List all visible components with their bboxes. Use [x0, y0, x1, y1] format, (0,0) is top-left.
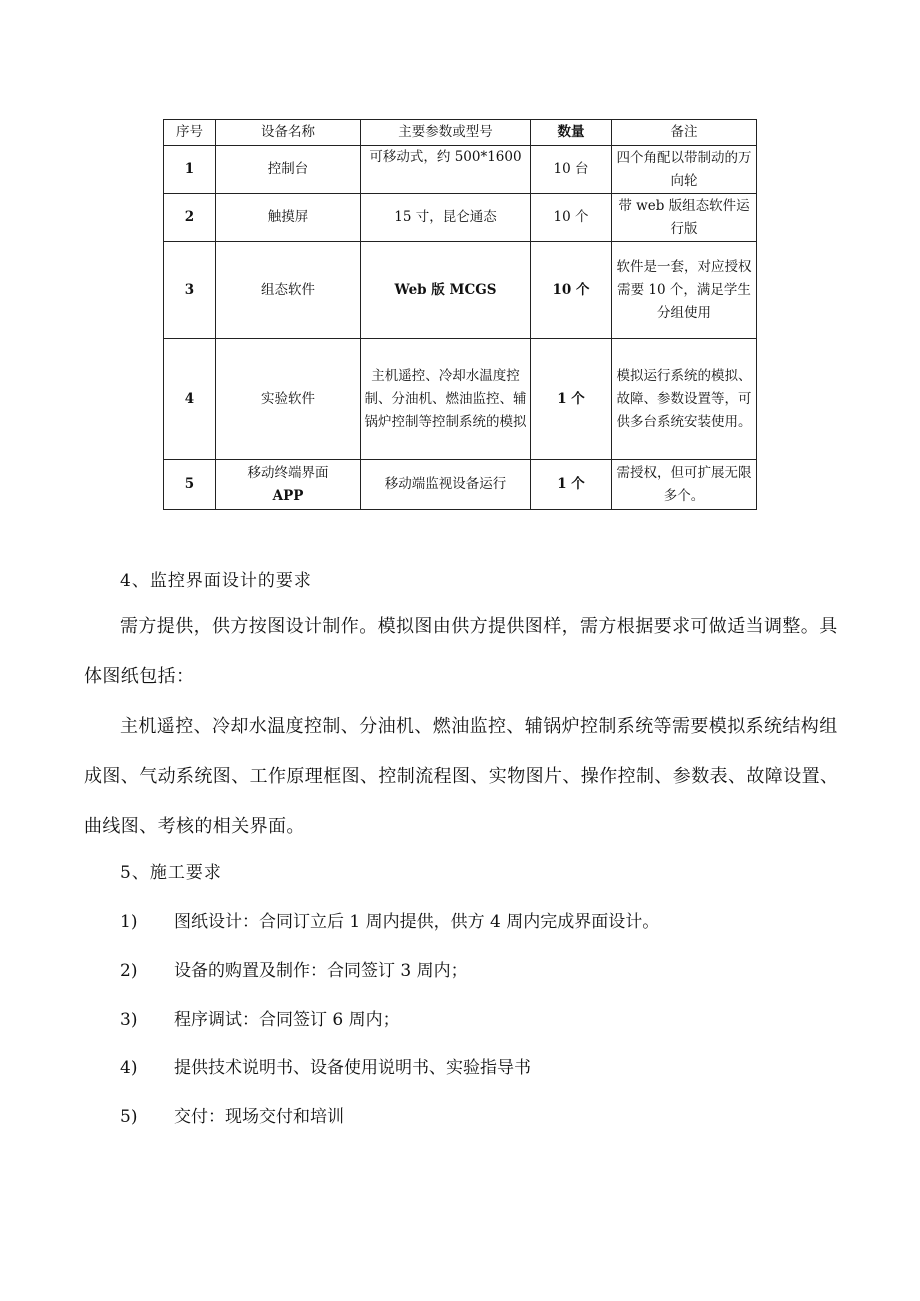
cell-qty: 10 个: [531, 194, 612, 242]
cell-name: 控制台: [216, 146, 361, 194]
list-item-text: 设备的购置及制作：合同签订 3 周内；: [174, 961, 468, 981]
list-item: [120, 1053, 531, 1078]
cell-no: 5: [164, 460, 216, 510]
cell-params: 可移动式，约 500*1600: [361, 146, 531, 194]
list-item-number: 2): [120, 961, 138, 981]
list-item-number: 3): [120, 1010, 138, 1030]
cell-note: 需授权，但可扩展无限多个。: [612, 460, 757, 510]
cell-params: 15 寸，昆仑通态: [361, 194, 531, 242]
table-header-row: [164, 120, 757, 146]
list-item-text: 提供技术说明书、设备使用说明书、实验指导书: [174, 1058, 531, 1078]
cell-params: 主机遥控、冷却水温度控制、分油机、燃油监控、辅锅炉控制等控制系统的模拟: [361, 339, 531, 460]
cell-name: 触摸屏: [216, 194, 361, 242]
cell-note: 四个角配以带制动的万向轮: [612, 146, 757, 194]
list-item-number: 4): [120, 1058, 138, 1078]
table-row: [164, 146, 757, 194]
table-row: [164, 194, 757, 242]
header-no: 序号: [164, 120, 216, 146]
list-item-text: 程序调试：合同签订 6 周内；: [174, 1010, 400, 1030]
section4-heading: 4、监控界面设计的要求: [120, 571, 312, 591]
header-name: 设备名称: [216, 120, 361, 146]
cell-qty: 1 个: [531, 339, 612, 460]
table-row: [164, 460, 757, 510]
cell-qty: 1 个: [531, 460, 612, 510]
section4-paragraph-1: 需方提供，供方按图设计制作。模拟图由供方提供图样，需方根据要求可做适当调整。具体图纸包括：: [84, 616, 838, 687]
header-params: 主要参数或型号: [361, 120, 531, 146]
list-item-number: 5): [120, 1107, 138, 1127]
table-row: [164, 242, 757, 339]
cell-params: Web 版 MCGS: [361, 242, 531, 339]
table-row: [164, 339, 757, 460]
section5-heading: 5、施工要求: [120, 863, 222, 883]
cell-name: 组态软件: [216, 242, 361, 339]
cell-qty: 10 个: [531, 242, 612, 339]
section4-paragraph-2: 主机遥控、冷却水温度控制、分油机、燃油监控、辅锅炉控制系统等需要模拟系统结构组成图、气动系统图、工作原理框图、控制流程图、实物图片、操作控制、参数表、故障设置、曲线图、考核的相关界面。: [84, 716, 839, 837]
list-item: [120, 1005, 400, 1030]
cell-name-line2: APP: [272, 487, 304, 504]
cell-params: 移动端监视设备运行: [361, 460, 531, 510]
cell-name: 实验软件: [216, 339, 361, 460]
header-note: 备注: [612, 120, 757, 146]
list-item-text: 交付：现场交付和培训: [174, 1107, 344, 1127]
list-item-number: 1): [120, 912, 138, 932]
header-qty: 数量: [531, 120, 612, 146]
cell-qty: 10 台: [531, 146, 612, 194]
cell-note: 带 web 版组态软件运行版: [612, 194, 757, 242]
cell-name-line1: 移动终端界面: [247, 464, 329, 481]
list-item: [120, 956, 468, 981]
equipment-table: [163, 119, 757, 510]
cell-note: 软件是一套，对应授权需要 10 个，满足学生分组使用: [612, 242, 757, 339]
list-item: [120, 1102, 344, 1127]
cell-no: 4: [164, 339, 216, 460]
cell-name: [216, 460, 361, 510]
cell-no: 3: [164, 242, 216, 339]
cell-note: 模拟运行系统的模拟、故障、参数设置等，可供多台系统安装使用。: [612, 339, 757, 460]
list-item: [120, 907, 659, 932]
list-item-text: 图纸设计：合同订立后 1 周内提供，供方 4 周内完成界面设计。: [174, 912, 660, 932]
cell-no: 1: [164, 146, 216, 194]
cell-no: 2: [164, 194, 216, 242]
